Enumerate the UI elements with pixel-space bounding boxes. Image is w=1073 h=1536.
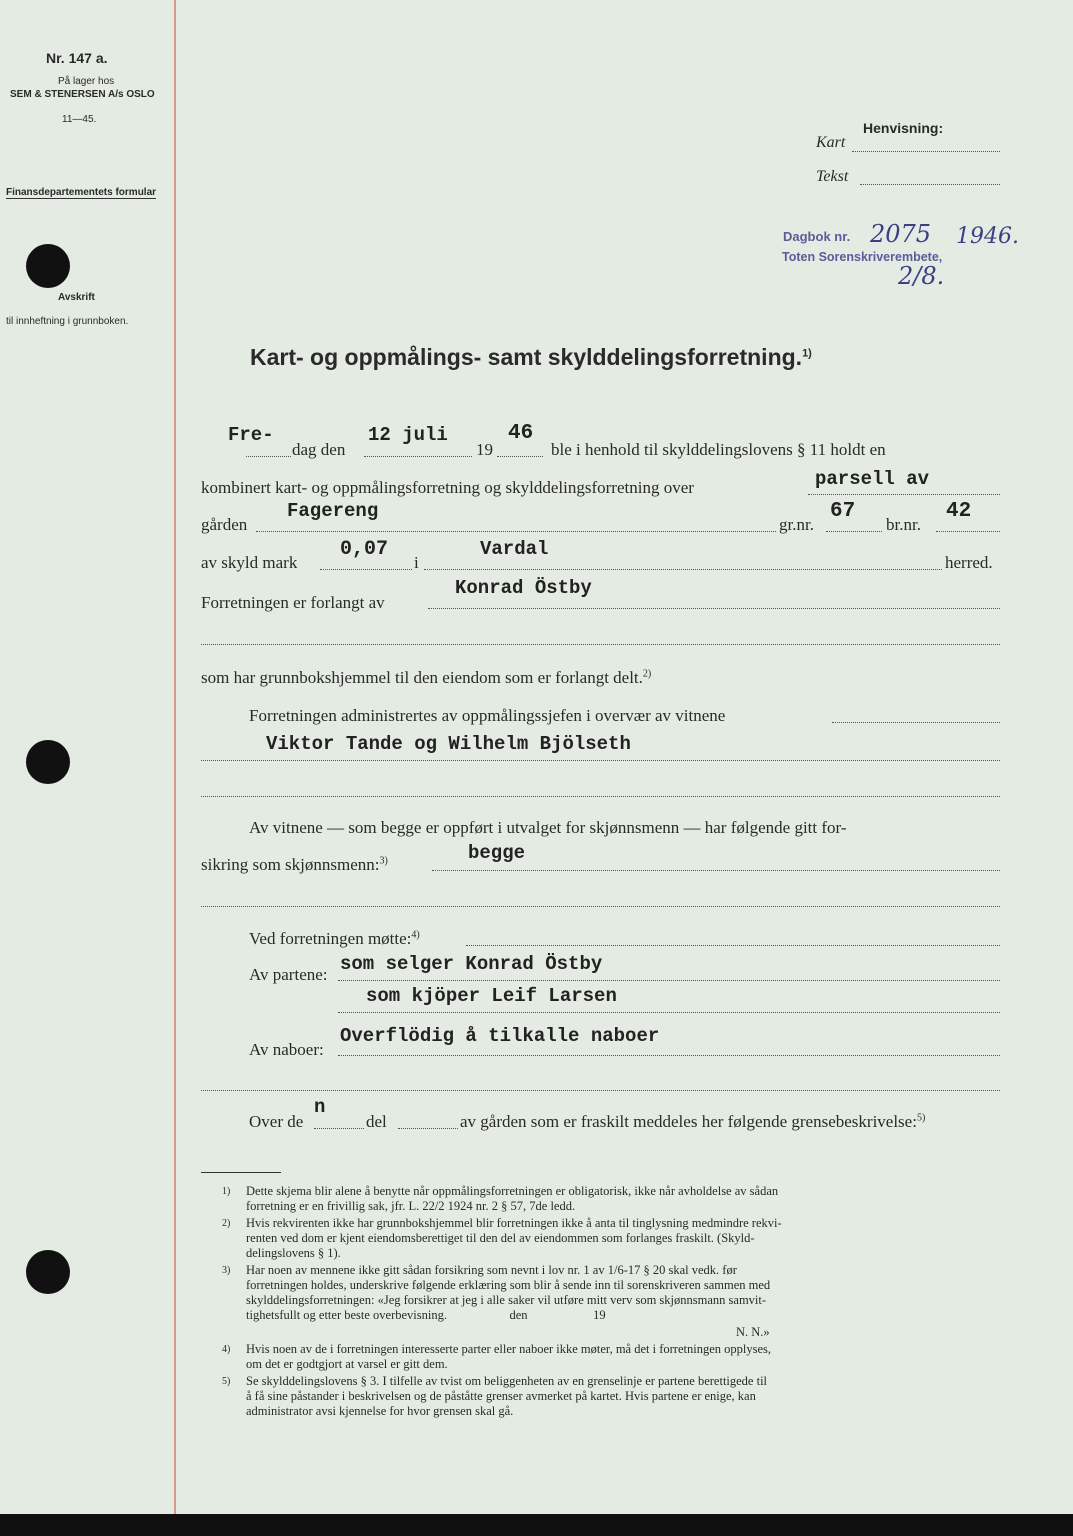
dagbok-year: 1946.: [956, 224, 1019, 249]
blank-line-2: [201, 796, 1000, 797]
scan-edge: [0, 1514, 1073, 1536]
title-footnote-ref: 1): [802, 347, 812, 360]
witnesses-value: Viktor Tande og Wilhelm Bjölseth: [266, 733, 631, 755]
footnote-number: 5): [222, 1376, 231, 1387]
footnote-line: delingslovens § 1).: [246, 1246, 341, 1260]
mote-footnote-ref: 4): [411, 929, 420, 941]
reference-heading: Henvisning:: [863, 120, 944, 136]
footnote-number: 3): [222, 1265, 231, 1276]
vitner-sentence: sikring som skjønnsmenn:: [201, 855, 380, 874]
tekst-label: Tekst: [816, 168, 849, 185]
binding-hole: [26, 1250, 70, 1294]
blank-line: [201, 644, 1000, 645]
year-line: [497, 456, 543, 457]
naboer-line: [338, 1055, 1000, 1056]
grnr-value: 67: [830, 500, 856, 523]
blank-line-4: [201, 1090, 1000, 1091]
brnr-label: br.nr.: [886, 515, 921, 534]
binding-hole: [26, 740, 70, 784]
herred-line: [424, 569, 942, 570]
footnote-line: administrator avsi kjennelse for hvor grensen skal gå.: [246, 1404, 514, 1418]
vitner-value: begge: [468, 842, 526, 864]
skyld-value: 0,07: [340, 538, 389, 561]
footnotes: [222, 1184, 1002, 1421]
naboer-value: Overflödig å tilkalle naboer: [340, 1025, 660, 1047]
brnr-value: 42: [946, 500, 972, 523]
dag-den-label: dag den: [292, 440, 346, 459]
kart-line: [852, 151, 1000, 152]
footnote: [222, 1263, 1002, 1323]
over-line: [808, 494, 1000, 495]
footnote-line: N. N.»: [736, 1325, 770, 1339]
binding-hole: [26, 244, 70, 288]
forlangt-label: Forretningen er forlangt av: [201, 593, 385, 612]
garden-value: Fagereng: [287, 500, 379, 522]
grense-sentence: av gården som er fraskilt meddeles her følgende grensebeskrivelse:: [460, 1112, 917, 1131]
date-line: [364, 456, 472, 457]
footnote-line: skylddelingsforretningen: «Jeg forsikrer at jeg i alle saker vil utføre mitt verv som skjønnsmann samvit-: [246, 1293, 767, 1307]
herred-value: Vardal: [480, 538, 549, 560]
mote-text: [249, 929, 420, 949]
date-value: 12 juli: [368, 424, 448, 446]
footnote-line: om det er godtgjort at varsel er gitt dem.: [246, 1357, 448, 1371]
stamp-date: 2/8.: [898, 262, 945, 290]
over-de-n: n: [314, 1096, 326, 1118]
day-prefix: Fre-: [228, 424, 274, 446]
footnote: [222, 1342, 1002, 1372]
dagbok-number: 2075: [870, 220, 932, 248]
department-label: Finansdepartementets formular: [6, 187, 157, 198]
grunnbok-text: [201, 668, 651, 688]
dagbok-label: Dagbok nr.: [783, 229, 851, 244]
kart-label: Kart: [816, 134, 846, 151]
vitner-line2: [201, 855, 388, 875]
herred-label: herred.: [945, 553, 993, 572]
footnote-line: Har noen av mennene ikke gitt sådan forsikring som nevnt i lov nr. 1 av 1/6-17 § 20 skal vedk. før: [246, 1263, 737, 1277]
mote-sentence: Ved forretningen møtte:: [249, 929, 412, 948]
office-stamp: Toten Sorenskriverembete,: [782, 250, 943, 264]
blank-line-3: [201, 906, 1000, 907]
footnote-rule: [201, 1172, 281, 1173]
grunnbok-footnote-ref: 2): [642, 668, 652, 680]
footnote-number: 1): [222, 1186, 231, 1197]
footnote-number: 2): [222, 1218, 231, 1229]
admin-line: [832, 722, 1000, 723]
garden-line: [256, 531, 776, 532]
printer-line: På lager hos: [58, 76, 115, 87]
footnote: [222, 1374, 1002, 1419]
grense-text: [460, 1112, 925, 1132]
i-label: i: [414, 553, 419, 572]
grunnbok-sentence: som har grunnbokshjemmel til den eiendom som er forlangt delt.: [201, 668, 643, 687]
day-line: [246, 456, 291, 457]
vitner-footnote-ref: 3): [379, 855, 388, 867]
skyld-line: [320, 569, 412, 570]
partene-value-1: som selger Konrad Östby: [340, 953, 603, 975]
footnote: [222, 1216, 1002, 1261]
mote-line: [466, 945, 1000, 946]
title-text: Kart- og oppmålings- samt skylddelingsforretning.: [250, 344, 803, 370]
footnote-line: renten ved dom er kjent eiendomsberettiget til den del av eiendommen som forlanges fraskilt. (Skyld-: [246, 1231, 755, 1245]
partene-value-2: som kjöper Leif Larsen: [366, 985, 617, 1007]
page-title: [250, 344, 812, 371]
grense-footnote-ref: 5): [916, 1112, 926, 1124]
print-date: 11—45.: [62, 114, 97, 125]
footnote-number: 4): [222, 1344, 231, 1355]
footnote: [246, 1325, 1002, 1340]
over-value: parsell av: [815, 468, 930, 490]
footnote: [222, 1184, 1002, 1214]
copy-label: Avskrift: [58, 292, 95, 303]
footnote-line: Se skylddelingslovens § 3. I tilfelle av tvist om beliggenheten av en grenselinje er partene berettigede til: [246, 1374, 768, 1388]
footnote-line: Hvis rekvirenten ikke har grunnbokshjemmel blir forretningen ikke å anta til tinglysning medmindre rekvi-: [246, 1216, 782, 1230]
partene-line-1: [338, 980, 1000, 981]
copy-subtitle: til innheftning i grunnboken.: [6, 316, 129, 327]
footnote-line: Hvis noen av de i forretningen interesserte parter eller naboer ikke møter, må det i forretningen opplyses,: [246, 1342, 772, 1356]
year-prefix: 19: [476, 440, 493, 459]
brnr-line: [936, 531, 1000, 532]
para1-text: ble i henhold til skylddelingslovens § 11 holdt en: [551, 440, 886, 459]
margin-rule: [174, 0, 176, 1536]
over-de-label: Over de: [249, 1112, 304, 1131]
footnote-line: forretning er en frivillig sak, jfr. L. 22/2 1924 nr. 2 § 57, 7de ledd.: [246, 1199, 576, 1213]
del-line: [398, 1128, 458, 1129]
witnesses-line: [201, 760, 1000, 761]
garden-label: gården: [201, 515, 248, 534]
tekst-line: [860, 184, 1000, 185]
forlangt-value: Konrad Östby: [455, 577, 592, 599]
footnote-line: å få sine påstander i beskrivelsen og de påståtte grenser avmerket på kartet. Hvis partene er enige, kan: [246, 1389, 756, 1403]
year-value: 46: [508, 422, 534, 445]
forlangt-line: [428, 608, 1000, 609]
printer-name: SEM & STENERSEN A/s OSLO: [10, 89, 155, 100]
form-number: Nr. 147 a.: [46, 50, 108, 66]
footnote-line: Dette skjema blir alene å benytte når oppmålingsforretningen er obligatorisk, ikke når avholdelse av sådan: [246, 1184, 779, 1198]
vitner-line1: Av vitnene — som begge er oppført i utvalget for skjønnsmenn — har følgende gitt for-: [249, 818, 847, 837]
partene-line-2: [338, 1012, 1000, 1013]
del-label: del: [366, 1112, 387, 1131]
footnote-line: tighetsfullt og etter beste overbevisning. den 19: [246, 1308, 606, 1322]
grnr-label: gr.nr.: [779, 515, 814, 534]
skyld-label: av skyld mark: [201, 553, 298, 572]
partene-label: Av partene:: [249, 965, 328, 984]
over-de-line: [314, 1128, 364, 1129]
naboer-label: Av naboer:: [249, 1040, 324, 1059]
para2-text: kombinert kart- og oppmålingsforretning og skylddelingsforretning over: [201, 478, 694, 497]
admin-text: Forretningen administrertes av oppmålingssjefen i overvær av vitnene: [249, 706, 726, 725]
grnr-line: [826, 531, 882, 532]
vitner-line: [432, 870, 1000, 871]
footnote-line: forretningen holdes, underskrive følgende erklæring som blir å sende inn til sorenskriveren sammen med: [246, 1278, 771, 1292]
